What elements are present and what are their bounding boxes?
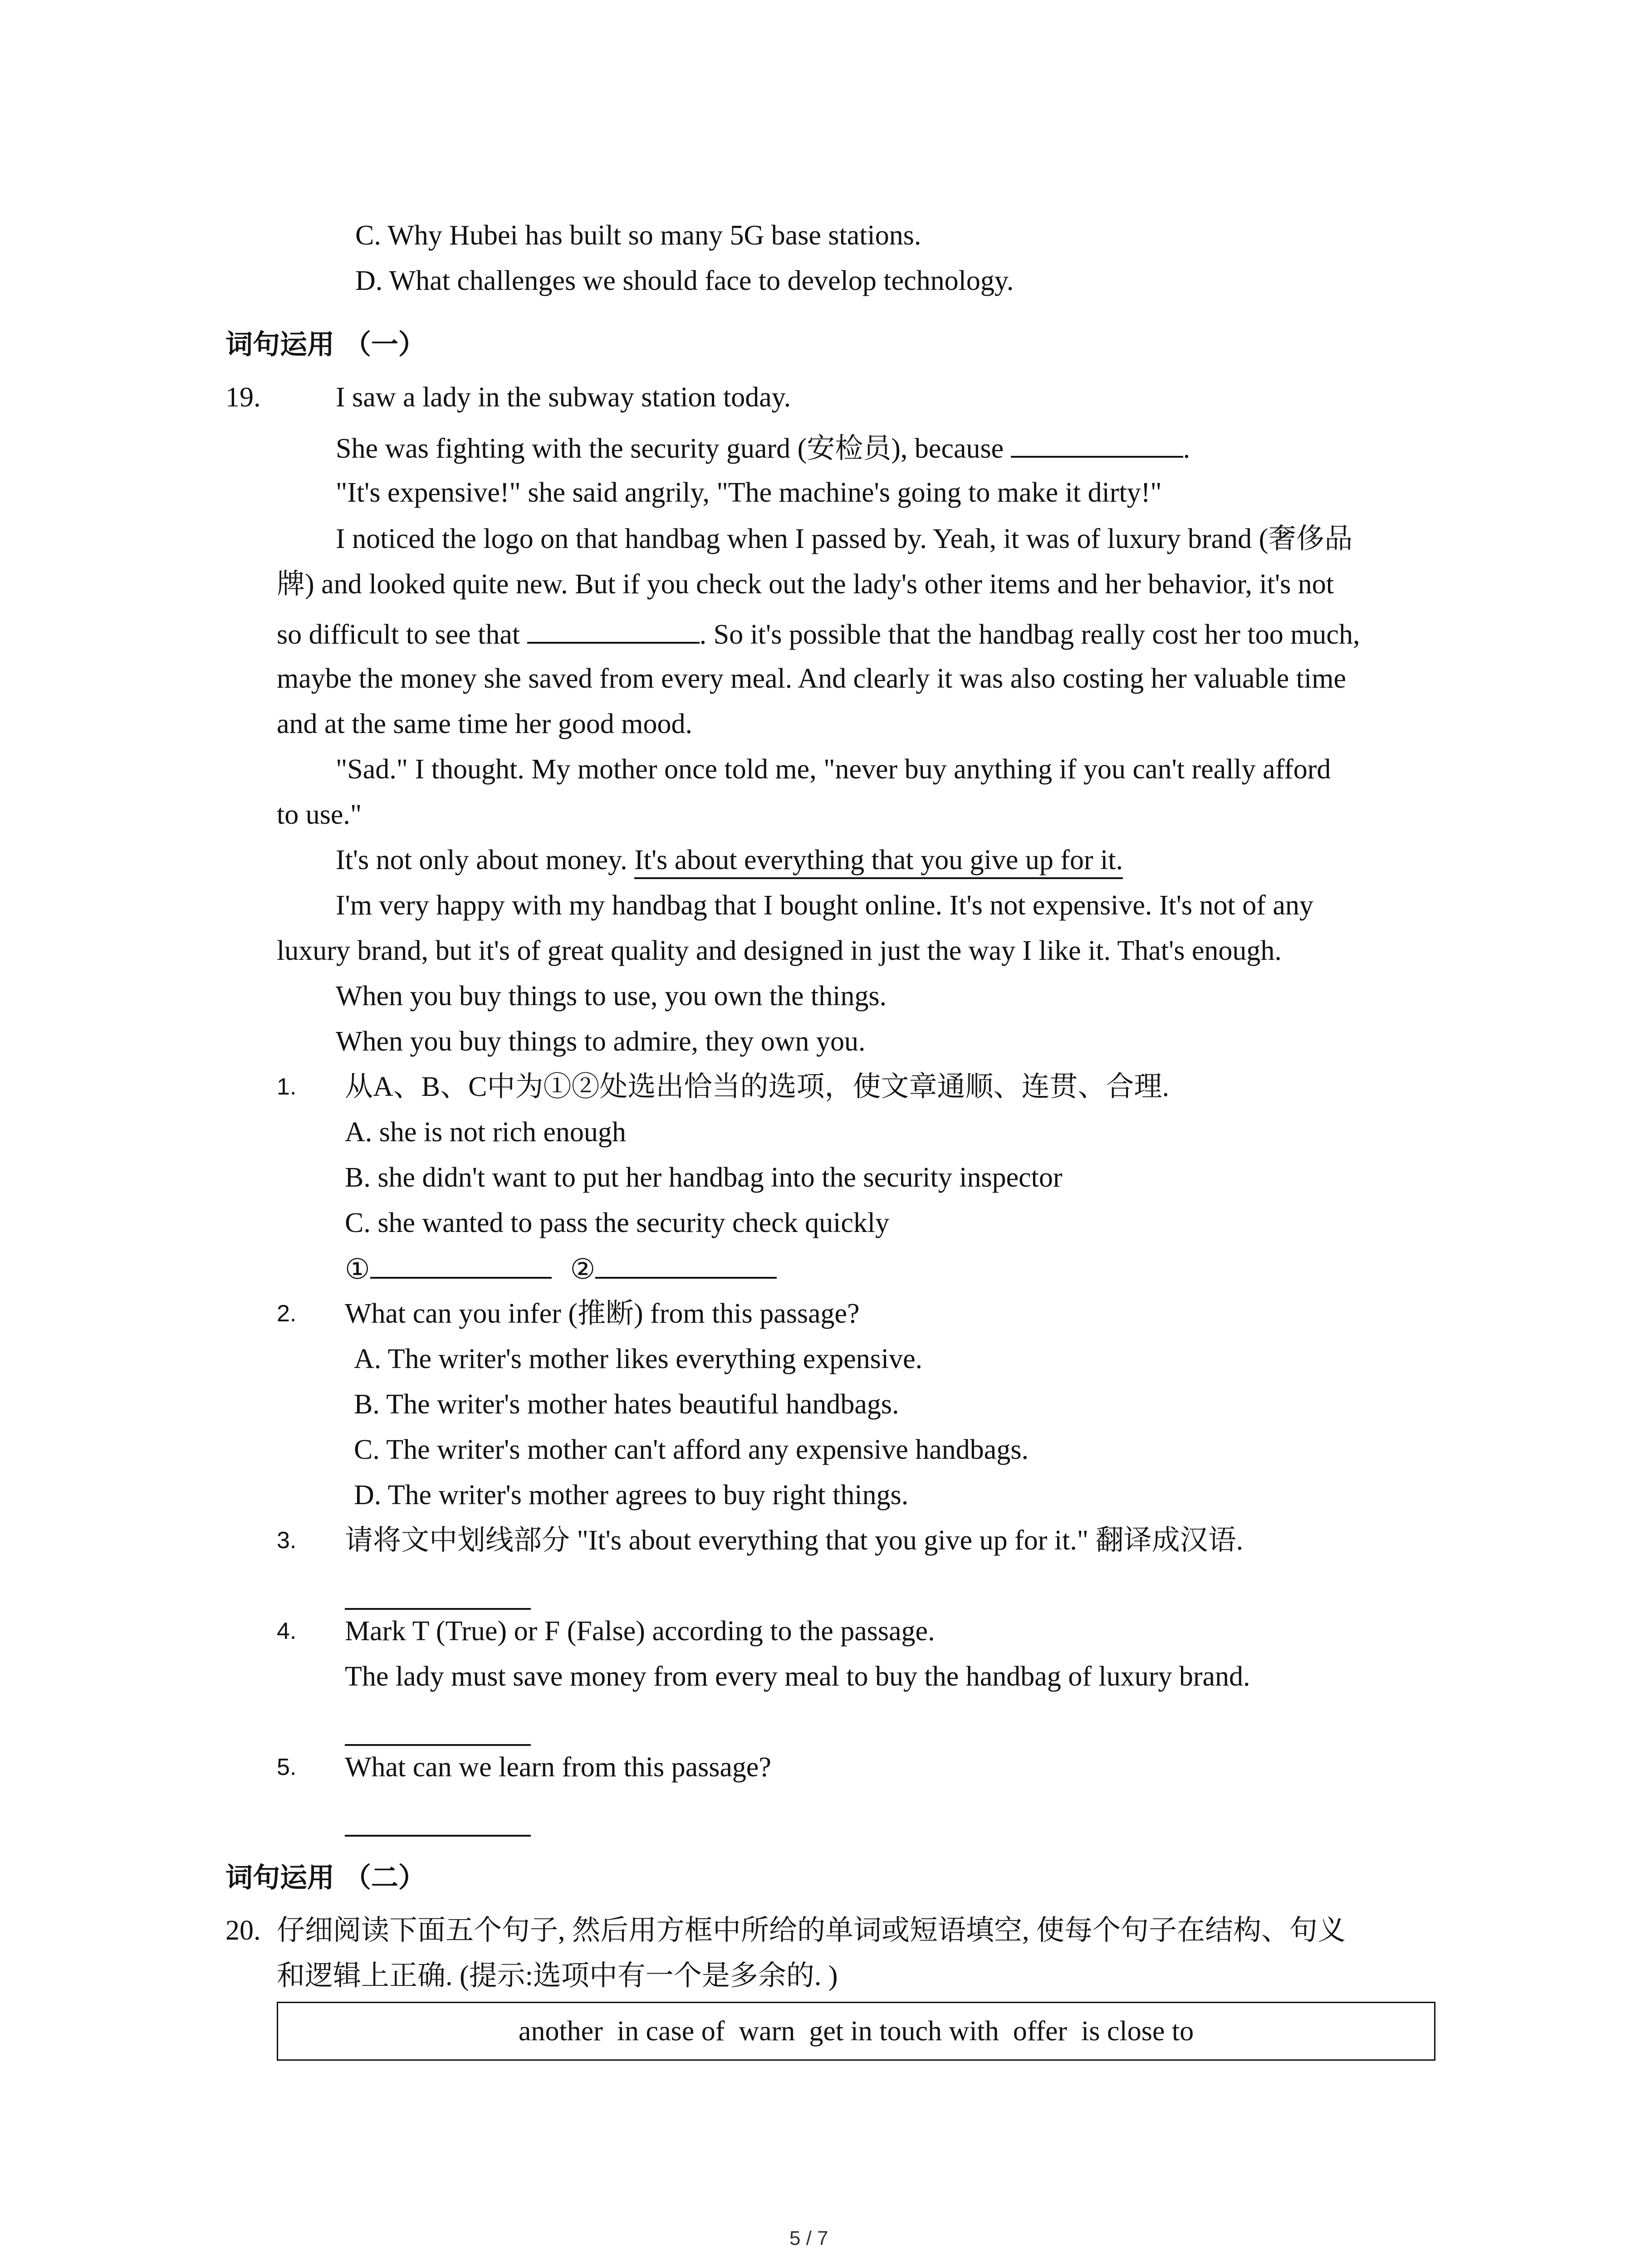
option: A. The writer's mother likes everything expensive.	[354, 1344, 923, 1374]
passage-line: I saw a lady in the subway station today.	[336, 382, 791, 413]
passage-line-underlined: It's not only about money. It's about everything that you give up for it.	[336, 846, 1123, 874]
section-heading-2: 词句运用 （二）	[225, 1862, 426, 1894]
passage-line: luxury brand, but it's of great quality and designed in just the way I like it. That's enough.	[277, 935, 1282, 966]
answer-blank-1[interactable]	[370, 1254, 552, 1279]
word-bank-box	[277, 2002, 1435, 2061]
subquestion-number: 5.	[277, 1754, 297, 1780]
section-heading-1: 词句运用 （一）	[225, 329, 426, 361]
passage-line: When you buy things to admire, they own you.	[336, 1026, 866, 1057]
page-number: 5 / 7	[789, 2227, 828, 2249]
q18-option-c: C. Why Hubei has built so many 5G base stations.	[355, 220, 921, 251]
blank-2[interactable]	[527, 619, 700, 644]
passage-line: 牌) and looked quite new. But if you check out the lady's other items and her behavior, it's not	[277, 569, 1334, 600]
subquestion-prompt: Mark T (True) or F (False) according to the passage.	[345, 1616, 935, 1647]
subquestion-number: 4.	[277, 1618, 297, 1644]
option: A. she is not rich enough	[345, 1117, 626, 1148]
question-number-20: 20.	[225, 1915, 261, 1946]
subquestion-number: 2.	[277, 1300, 297, 1327]
passage-line: I noticed the logo on that handbag when I passed by. Yeah, it was of luxury brand (奢侈品	[336, 523, 1353, 554]
statement: The lady must save money from every meal to buy the handbag of luxury brand.	[345, 1661, 1250, 1692]
instruction-line: 和逻辑上正确. (提示:选项中有一个是多余的. )	[277, 1960, 838, 1991]
answer-line[interactable]	[345, 1744, 531, 1746]
passage-line: and at the same time her good mood.	[277, 709, 692, 739]
blank-1[interactable]	[1011, 433, 1183, 458]
subquestion-prompt: 从A、B、C中为①②处选出恰当的选项，使文章通顺、连贯、合理.	[345, 1071, 1169, 1102]
passage-line-blank-2: so difficult to see that . So it's possible that the handbag really cost her too much,	[277, 619, 1360, 650]
question-number-19: 19.	[225, 382, 261, 413]
passage-line-blank-1: She was fighting with the security guard (安检员), because .	[336, 433, 1190, 464]
subquestion-prompt: 请将文中划线部分 "It's about everything that you give up for it." 翻译成汉语.	[345, 1525, 1244, 1556]
answer-blanks: ① ②	[345, 1254, 777, 1284]
subquestion-prompt: What can you infer (推断) from this passage?	[345, 1298, 860, 1329]
option: C. she wanted to pass the security check quickly	[345, 1207, 890, 1238]
passage-line: "It's expensive!" she said angrily, "The machine's going to make it dirty!"	[336, 477, 1162, 508]
passage-line: When you buy things to use, you own the things.	[336, 981, 887, 1012]
subquestion-prompt: What can we learn from this passage?	[345, 1752, 771, 1783]
subquestion-number: 3.	[277, 1527, 297, 1554]
passage-line: "Sad." I thought. My mother once told me, "never buy anything if you can't really afford	[336, 754, 1331, 785]
option: B. The writer's mother hates beautiful handbags.	[354, 1389, 899, 1420]
underlined-sentence: It's about everything that you give up for it.	[634, 845, 1123, 879]
passage-line: maybe the money she saved from every meal. And clearly it was also costing her valuable time	[277, 663, 1346, 694]
passage-line: I'm very happy with my handbag that I bought online. It's not expensive. It's not of any	[336, 890, 1313, 921]
option: C. The writer's mother can't afford any expensive handbags.	[354, 1434, 1029, 1465]
option: B. she didn't want to put her handbag into the security inspector	[345, 1162, 1063, 1193]
passage-line: to use."	[277, 799, 362, 830]
answer-line[interactable]	[345, 1835, 531, 1837]
word-bank: another in case of warn get in touch with offer is close to	[518, 2015, 1194, 2047]
q18-option-d: D. What challenges we should face to develop technology.	[355, 265, 1014, 296]
answer-line[interactable]	[345, 1608, 531, 1610]
instruction-line: 仔细阅读下面五个句子, 然后用方框中所给的单词或短语填空, 使每个句子在结构、句义	[277, 1915, 1346, 1946]
answer-blank-2[interactable]	[595, 1254, 777, 1279]
subquestion-number: 1.	[277, 1074, 297, 1100]
option: D. The writer's mother agrees to buy right things.	[354, 1480, 909, 1510]
